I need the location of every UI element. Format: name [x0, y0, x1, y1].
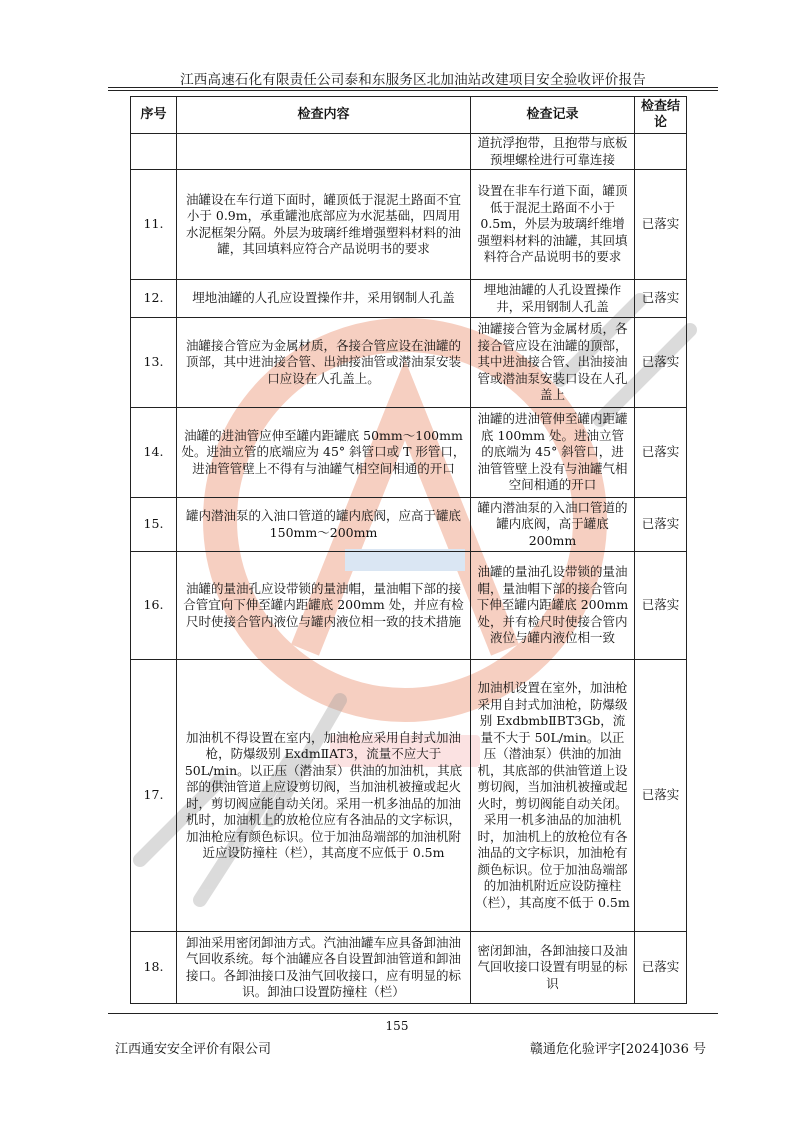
table-row — [131, 408, 687, 498]
row-record: 油罐的进油管伸至罐内距罐底 100mm 处。进油立管的底端为 45° 斜管口，进油管管壁上没有与油罐气相空间相通的开口 — [471, 408, 635, 498]
row-no: 17. — [131, 660, 177, 932]
row-content: 油罐的进油管应伸至罐内距罐底 50mm～100mm 处。进油立管的底端应为 45° 斜管口或 T 形管口，进油管管壁上不得有与油罐气相空间相通的开口 — [177, 408, 471, 498]
row-record: 油罐接合管为金属材质，各接合管应设在油罐的顶部，其中进油接合管、出油接油管或潜油泵安装口设在人孔盖上 — [471, 318, 635, 408]
row-content — [177, 134, 471, 170]
header-no: 序号 — [131, 97, 177, 134]
row-record: 埋地油罐的人孔设置操作井，采用钢制人孔盖 — [471, 280, 635, 318]
row-content: 卸油采用密闭卸油方式。汽油油罐车应具备卸油油气回收系统。每个油罐应各自设置卸油管道和卸油接口。各卸油接口及油气回收接口，应有明显的标识。卸油口设置防撞柱（栏） — [177, 932, 471, 1004]
table-row — [131, 932, 687, 1004]
row-result: 已落实 — [635, 170, 687, 280]
row-result: 已落实 — [635, 932, 687, 1004]
row-content: 油罐接合管应为金属材质，各接合管应设在油罐的顶部，其中进油接合管、出油接油管或潜油泵安装口应设在人孔盖上。 — [177, 318, 471, 408]
row-no: 13. — [131, 318, 177, 408]
row-record: 道抗浮抱带，且抱带与底板预埋螺栓进行可靠连接 — [471, 134, 635, 170]
row-result: 已落实 — [635, 280, 687, 318]
row-content: 罐内潜油泵的入油口管道的罐内底阀，应高于罐底 150mm～200mm — [177, 498, 471, 552]
row-no — [131, 134, 177, 170]
row-result: 已落实 — [635, 660, 687, 932]
header-rule-secondary — [108, 90, 718, 91]
page-number: 155 — [385, 1019, 409, 1033]
row-result: 已落实 — [635, 408, 687, 498]
row-record: 加油机设置在室外，加油枪采用自封式加油枪，防爆级别 ExdbmbⅡBT3Gb，流量不大于 50L/min。以正压（潜油泵）供油的加油机，其底部的供油管道上设剪切阀，当加油机被撞或起火时，剪切阀能自动关闭。采用一机多油品的加油机时，加油机上的放枪位有各油品的文字标识，加油枪有颜色标识。位于加油岛端部的加油机附近应设防撞柱（栏），其高度不低于 0.5m — [471, 660, 635, 932]
row-no: 15. — [131, 498, 177, 552]
row-content: 油罐的量油孔应设带锁的量油帽，量油帽下部的接合管宜向下伸至罐内距罐底 200mm 处，并应有检尺时使接合管内液位与罐内液位相一致的技术措施 — [177, 552, 471, 660]
row-record: 油罐的量油孔设带锁的量油帽，量油帽下部的接合管向下伸至罐内距罐底 200mm 处，并有检尺时使接合管内液位与罐内液位相一致 — [471, 552, 635, 660]
row-content: 油罐设在车行道下面时，罐顶低于混泥土路面不宜小于 0.9m，承重罐池底部应为水泥基础，四周用水泥框架分隔。外层为玻璃纤维增强塑料材料的油罐，其回填料应符合产品说明书的要求 — [177, 170, 471, 280]
row-result — [635, 134, 687, 170]
row-no: 14. — [131, 408, 177, 498]
row-content: 埋地油罐的人孔应设置操作井，采用钢制人孔盖 — [177, 280, 471, 318]
header-content: 检查内容 — [177, 97, 471, 134]
table-header-row — [131, 97, 687, 134]
row-record: 密闭卸油，各卸油接口及油气回收接口设置有明显的标识 — [471, 932, 635, 1004]
row-no: 11. — [131, 170, 177, 280]
table-row — [131, 318, 687, 408]
row-result: 已落实 — [635, 498, 687, 552]
row-content: 加油机不得设置在室内，加油枪应采用自封式加油枪，防爆级别 ExdmⅡAT3，流量不应大于 50L/min。以正压（潜油泵）供油的加油机，其底部的供油管道上应设剪切阀，当加油机被撞或起火时，剪切阀应能自动关闭。采用一机多油品的加油机时，加油机上的放枪位应有各油品的文字标识，加油枪应有颜色标识。位于加油岛端部的加油机附近应设防撞柱（栏），其高度不应低于 0.5m — [177, 660, 471, 932]
footer-company: 江西通安安全评价有限公司 — [115, 1042, 272, 1057]
row-result: 已落实 — [635, 552, 687, 660]
row-result: 已落实 — [635, 318, 687, 408]
row-record: 设置在非车行道下面，罐顶低于混泥土路面不小于 0.5m，外层为玻璃纤维增强塑料材料的油罐，其回填料符合产品说明书的要求 — [471, 170, 635, 280]
table-row — [131, 134, 687, 170]
header-result: 检查结论 — [635, 97, 687, 134]
header-rule — [108, 87, 718, 88]
table-row — [131, 280, 687, 318]
table-row — [131, 552, 687, 660]
header-record: 检查记录 — [471, 97, 635, 134]
row-no: 18. — [131, 932, 177, 1004]
footer-doc-code: 赣通危化验评字[2024]036 号 — [529, 1042, 706, 1057]
footer-rule — [108, 1013, 718, 1014]
row-no: 16. — [131, 552, 177, 660]
report-header-title: 江西高速石化有限责任公司泰和东服务区北加油站改建项目安全验收评价报告 — [180, 72, 646, 88]
row-no: 12. — [131, 280, 177, 318]
table-row — [131, 660, 687, 932]
row-record: 罐内潜油泵的入油口管道的罐内底阀，高于罐底 200mm — [471, 498, 635, 552]
table-row — [131, 170, 687, 280]
table-row — [131, 498, 687, 552]
inspection-table — [130, 96, 687, 1004]
